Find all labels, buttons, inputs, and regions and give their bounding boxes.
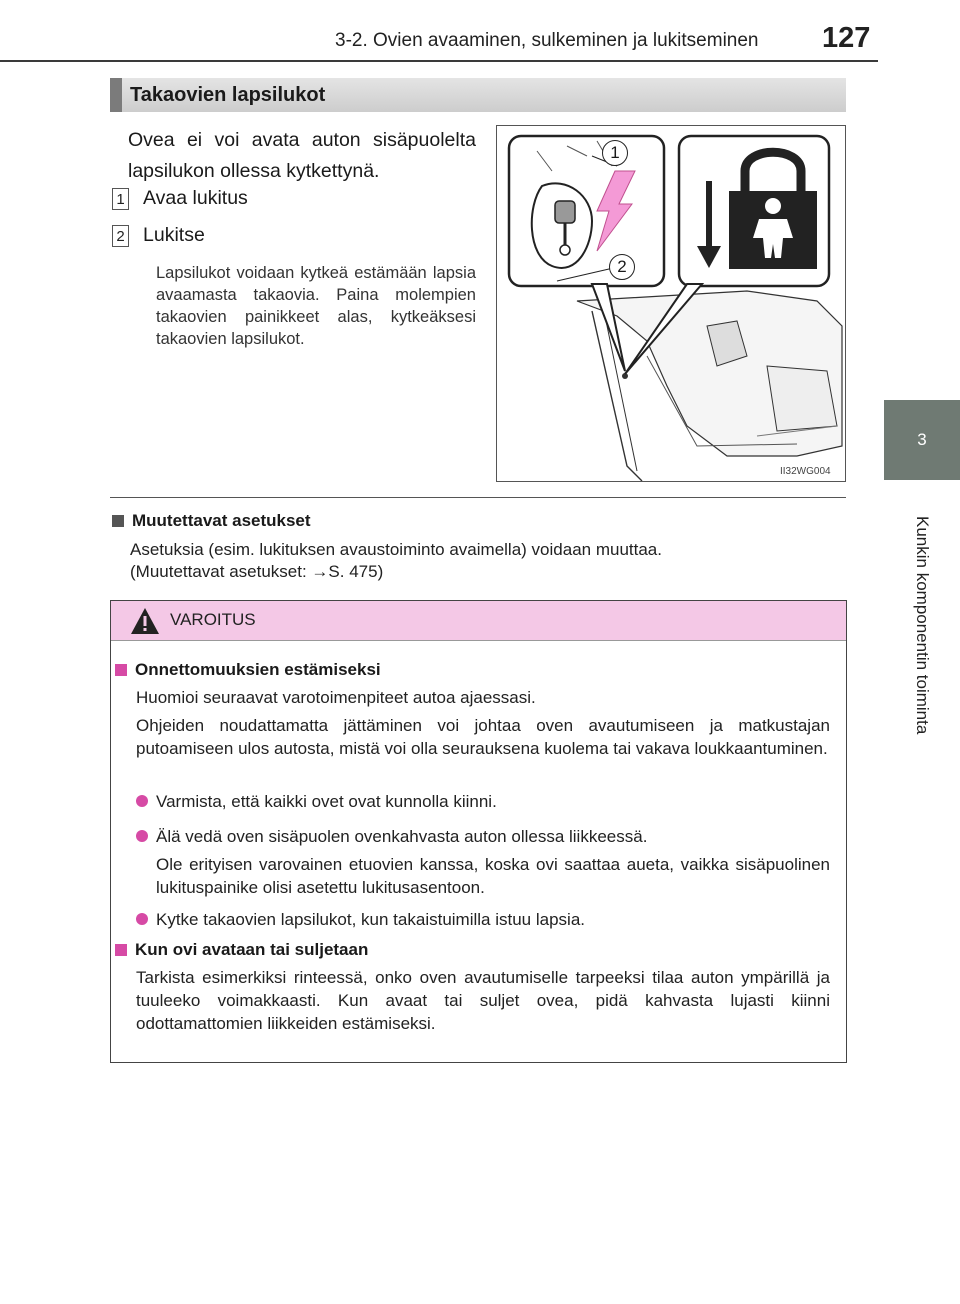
bullet-dot-icon bbox=[136, 830, 148, 842]
warning-title: VAROITUS bbox=[170, 610, 256, 629]
warning-block2-heading-text: Kun ovi avataan tai suljetaan bbox=[135, 940, 369, 959]
warning-bullet-2-detail: Ole erityisen varovainen etuovien kanssa, koska ovi saattaa aueta, vaikka sisäpuolinen lukituspainike olisi asetettu lukitusasentoon. bbox=[156, 855, 830, 897]
section-intro: Ovea ei voi avata auton sisäpuolelta lapsilukon ollessa kytkettynä. bbox=[128, 129, 476, 182]
side-tab-upper bbox=[884, 0, 960, 395]
side-tab-chapter-number: 3 bbox=[884, 400, 960, 480]
child-lock-illustration bbox=[496, 125, 846, 482]
warning-block1-line1: Huomioi seuraavat varotoimenpiteet autoa ajaessasi. bbox=[136, 688, 536, 707]
warning-bullet-text: Varmista, että kaikki ovet ovat kunnolla kiinni. bbox=[156, 792, 497, 811]
section-divider bbox=[110, 497, 846, 498]
running-header-title: 3-2. Ovien avaaminen, sulkeminen ja lukitseminen bbox=[335, 30, 759, 51]
header-rule bbox=[0, 60, 878, 62]
warning-triangle-icon bbox=[130, 607, 160, 635]
bullet-dot-icon bbox=[136, 913, 148, 925]
warning-block1-heading bbox=[115, 660, 381, 680]
warning-block1-heading-text: Onnettomuuksien estämiseksi bbox=[135, 660, 381, 679]
side-tab-chapter-title-text: Kunkin komponentin toiminta bbox=[913, 515, 932, 735]
list-item-label: Lukitse bbox=[143, 224, 205, 246]
warning-block1-line2: Ohjeiden noudattamatta jättäminen voi johtaa oven avautumiseen ja matkustajan putoamiseen ulos autosta, mistä voi olla seurauksena kuolema tai vakava loukkaantuminen. bbox=[136, 716, 830, 758]
square-bullet-icon bbox=[112, 515, 124, 527]
warning-bullet-text: Älä vedä oven sisäpuolen ovenkahvasta auton ollessa liikkeessä. bbox=[156, 827, 648, 846]
arrow-right-icon: → bbox=[311, 562, 329, 581]
child-lock-drawing bbox=[497, 126, 845, 481]
list-item-label: Avaa lukitus bbox=[143, 187, 248, 209]
square-bullet-icon bbox=[115, 664, 127, 676]
square-bullet-icon bbox=[115, 944, 127, 956]
callout-number-2: 2 bbox=[609, 254, 635, 280]
callout-number-1: 1 bbox=[602, 140, 628, 166]
customizable-heading bbox=[112, 511, 311, 531]
bullet-dot-icon bbox=[136, 795, 148, 807]
section-note: Lapsilukot voidaan kytkeä estämään lapsia avaamasta takaovia. Paina molempien takaovien painikkeet alas, kytkeäksesi takaovien lapsilukot. bbox=[156, 264, 476, 348]
number-badge: 2 bbox=[112, 225, 129, 247]
page-number: 127 bbox=[822, 22, 871, 54]
list-item-lock bbox=[112, 224, 205, 247]
warning-bullet-1 bbox=[136, 790, 830, 813]
customizable-text bbox=[130, 539, 846, 583]
customizable-heading-text: Muutettavat asetukset bbox=[132, 511, 311, 530]
figure-code: II32WG004 bbox=[780, 466, 831, 477]
warning-bullet-2 bbox=[136, 825, 830, 848]
number-badge: 1 bbox=[112, 188, 129, 210]
section-heading-marker bbox=[110, 78, 122, 112]
warning-bullet-text: Kytke takaovien lapsilukot, kun takaistuimilla istuu lapsia. bbox=[156, 910, 585, 929]
customizable-line-1: Asetuksia (esim. lukituksen avaustoiminto avaimella) voidaan muuttaa. bbox=[130, 540, 662, 559]
warning-bullet-3 bbox=[136, 908, 830, 931]
warning-block2-text: Tarkista esimerkiksi rinteessä, onko oven avautumiselle tarpeeksi tilaa auton ympärillä ja tuuleeko voimakkaasti. Kun avaat tai suljet ovea, pidä kahvasta lujasti kiinni odottamattomien liikkeiden estämiseksi. bbox=[136, 968, 830, 1033]
customizable-ref-prefix: (Muutettavat asetukset: bbox=[130, 562, 312, 581]
side-tab-chapter-title bbox=[884, 480, 960, 770]
warning-block2-heading bbox=[115, 940, 368, 960]
customizable-line-2 bbox=[130, 561, 846, 583]
section-heading: Takaovien lapsilukot bbox=[130, 84, 326, 106]
list-item-unlock bbox=[112, 187, 248, 210]
page-reference-link[interactable]: S. 475) bbox=[328, 562, 384, 581]
